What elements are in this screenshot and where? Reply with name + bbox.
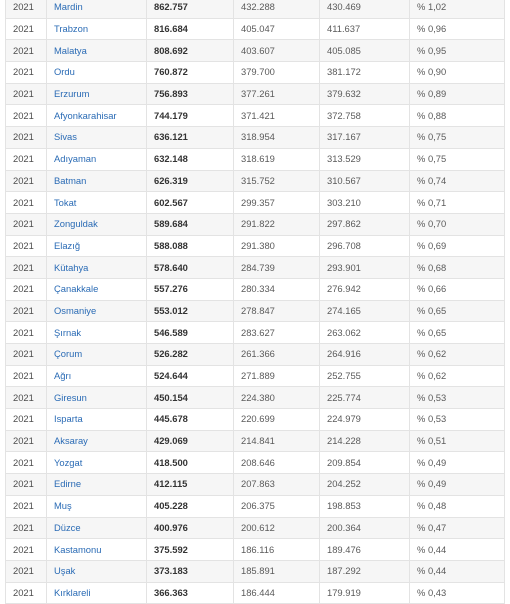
province-link[interactable]: Çanakkale (47, 278, 147, 300)
population-share-cell: % 0,70 (410, 213, 505, 235)
female-population-cell: 317.167 (320, 127, 410, 149)
province-link[interactable]: Zonguldak (47, 213, 147, 235)
female-population-cell: 264.916 (320, 344, 410, 366)
province-link[interactable]: Muş (47, 495, 147, 517)
total-population-cell: 588.088 (147, 235, 234, 257)
population-share-cell: % 0,62 (410, 344, 505, 366)
table-row (6, 170, 505, 192)
female-population-cell: 224.979 (320, 409, 410, 431)
female-population-cell: 372.758 (320, 105, 410, 127)
year-cell: 2021 (6, 257, 47, 279)
year-cell: 2021 (6, 474, 47, 496)
total-population-cell: 578.640 (147, 257, 234, 279)
total-population-cell: 429.069 (147, 430, 234, 452)
population-share-cell: % 0,71 (410, 192, 505, 214)
population-share-cell: % 0,47 (410, 517, 505, 539)
male-population-cell: 377.261 (234, 83, 320, 105)
table-row (6, 517, 505, 539)
population-share-cell: % 0,75 (410, 127, 505, 149)
province-link[interactable]: Tokat (47, 192, 147, 214)
year-cell: 2021 (6, 517, 47, 539)
population-share-cell: % 0,96 (410, 18, 505, 40)
table-row (6, 495, 505, 517)
year-cell: 2021 (6, 235, 47, 257)
male-population-cell: 271.889 (234, 365, 320, 387)
table-row (6, 474, 505, 496)
table-row (6, 409, 505, 431)
female-population-cell: 297.862 (320, 213, 410, 235)
province-link[interactable]: Edirne (47, 474, 147, 496)
year-cell: 2021 (6, 62, 47, 84)
female-population-cell: 293.901 (320, 257, 410, 279)
total-population-cell: 373.183 (147, 560, 234, 582)
province-link[interactable]: Şırnak (47, 322, 147, 344)
female-population-cell: 274.165 (320, 300, 410, 322)
table-row (6, 387, 505, 409)
table-row (6, 539, 505, 561)
population-share-cell: % 0,75 (410, 148, 505, 170)
province-link[interactable]: Düzce (47, 517, 147, 539)
total-population-cell: 632.148 (147, 148, 234, 170)
table-row (6, 18, 505, 40)
province-link[interactable]: Yozgat (47, 452, 147, 474)
female-population-cell: 405.085 (320, 40, 410, 62)
table-row (6, 0, 505, 18)
male-population-cell: 200.612 (234, 517, 320, 539)
female-population-cell: 252.755 (320, 365, 410, 387)
population-share-cell: % 0,74 (410, 170, 505, 192)
population-share-cell: % 0,90 (410, 62, 505, 84)
population-share-cell: % 0,53 (410, 409, 505, 431)
male-population-cell: 405.047 (234, 18, 320, 40)
female-population-cell: 313.529 (320, 148, 410, 170)
province-link[interactable]: Ordu (47, 62, 147, 84)
male-population-cell: 318.619 (234, 148, 320, 170)
female-population-cell: 379.632 (320, 83, 410, 105)
female-population-cell: 225.774 (320, 387, 410, 409)
male-population-cell: 318.954 (234, 127, 320, 149)
population-share-cell: % 0,48 (410, 495, 505, 517)
population-share-cell: % 0,88 (410, 105, 505, 127)
table-row (6, 582, 505, 604)
female-population-cell: 296.708 (320, 235, 410, 257)
year-cell: 2021 (6, 192, 47, 214)
province-link[interactable]: Isparta (47, 409, 147, 431)
male-population-cell: 186.116 (234, 539, 320, 561)
total-population-cell: 366.363 (147, 582, 234, 604)
population-share-cell: % 0,65 (410, 322, 505, 344)
total-population-cell: 450.154 (147, 387, 234, 409)
male-population-cell: 185.891 (234, 560, 320, 582)
year-cell: 2021 (6, 213, 47, 235)
male-population-cell: 207.863 (234, 474, 320, 496)
male-population-cell: 224.380 (234, 387, 320, 409)
year-cell: 2021 (6, 148, 47, 170)
year-cell: 2021 (6, 0, 47, 18)
province-link[interactable]: Erzurum (47, 83, 147, 105)
province-link[interactable]: Kırklareli (47, 582, 147, 604)
male-population-cell: 280.334 (234, 278, 320, 300)
female-population-cell: 303.210 (320, 192, 410, 214)
province-link[interactable]: Adıyaman (47, 148, 147, 170)
province-link[interactable]: Afyonkarahisar (47, 105, 147, 127)
province-link[interactable]: Sivas (47, 127, 147, 149)
female-population-cell: 411.637 (320, 18, 410, 40)
population-share-cell: % 0,44 (410, 560, 505, 582)
table-body (6, 0, 505, 604)
table-row (6, 40, 505, 62)
year-cell: 2021 (6, 40, 47, 62)
table-row (6, 452, 505, 474)
year-cell: 2021 (6, 344, 47, 366)
female-population-cell: 204.252 (320, 474, 410, 496)
female-population-cell: 187.292 (320, 560, 410, 582)
year-cell: 2021 (6, 560, 47, 582)
male-population-cell: 206.375 (234, 495, 320, 517)
total-population-cell: 412.115 (147, 474, 234, 496)
total-population-cell: 636.121 (147, 127, 234, 149)
male-population-cell: 284.739 (234, 257, 320, 279)
female-population-cell: 430.469 (320, 0, 410, 18)
population-share-cell: % 0,95 (410, 40, 505, 62)
population-share-cell: % 0,49 (410, 452, 505, 474)
year-cell: 2021 (6, 105, 47, 127)
population-share-cell: % 0,49 (410, 474, 505, 496)
province-link[interactable]: Uşak (47, 560, 147, 582)
total-population-cell: 744.179 (147, 105, 234, 127)
year-cell: 2021 (6, 322, 47, 344)
total-population-cell: 400.976 (147, 517, 234, 539)
female-population-cell: 263.062 (320, 322, 410, 344)
province-link[interactable]: Elazığ (47, 235, 147, 257)
male-population-cell: 186.444 (234, 582, 320, 604)
population-share-cell: % 1,02 (410, 0, 505, 18)
total-population-cell: 524.644 (147, 365, 234, 387)
male-population-cell: 379.700 (234, 62, 320, 84)
table-row (6, 365, 505, 387)
population-table (5, 0, 505, 604)
male-population-cell: 208.646 (234, 452, 320, 474)
total-population-cell: 405.228 (147, 495, 234, 517)
female-population-cell: 200.364 (320, 517, 410, 539)
female-population-cell: 189.476 (320, 539, 410, 561)
female-population-cell: 198.853 (320, 495, 410, 517)
total-population-cell: 589.684 (147, 213, 234, 235)
year-cell: 2021 (6, 170, 47, 192)
population-share-cell: % 0,44 (410, 539, 505, 561)
female-population-cell: 179.919 (320, 582, 410, 604)
year-cell: 2021 (6, 452, 47, 474)
table-row (6, 105, 505, 127)
total-population-cell: 418.500 (147, 452, 234, 474)
province-link[interactable]: Ağrı (47, 365, 147, 387)
table-row (6, 213, 505, 235)
year-cell: 2021 (6, 430, 47, 452)
year-cell: 2021 (6, 409, 47, 431)
province-link[interactable]: Giresun (47, 387, 147, 409)
year-cell: 2021 (6, 18, 47, 40)
total-population-cell: 557.276 (147, 278, 234, 300)
male-population-cell: 315.752 (234, 170, 320, 192)
male-population-cell: 291.380 (234, 235, 320, 257)
table-row (6, 430, 505, 452)
male-population-cell: 278.847 (234, 300, 320, 322)
table-row (6, 322, 505, 344)
female-population-cell: 310.567 (320, 170, 410, 192)
male-population-cell: 291.822 (234, 213, 320, 235)
table-row (6, 83, 505, 105)
total-population-cell: 808.692 (147, 40, 234, 62)
male-population-cell: 432.288 (234, 0, 320, 18)
table-row (6, 560, 505, 582)
total-population-cell: 526.282 (147, 344, 234, 366)
table-row (6, 127, 505, 149)
population-share-cell: % 0,51 (410, 430, 505, 452)
population-share-cell: % 0,62 (410, 365, 505, 387)
table-row (6, 62, 505, 84)
male-population-cell: 371.421 (234, 105, 320, 127)
total-population-cell: 445.678 (147, 409, 234, 431)
table-row (6, 344, 505, 366)
female-population-cell: 214.228 (320, 430, 410, 452)
population-share-cell: % 0,65 (410, 300, 505, 322)
table-row (6, 148, 505, 170)
population-share-cell: % 0,66 (410, 278, 505, 300)
province-link[interactable]: Çorum (47, 344, 147, 366)
province-link[interactable]: Kastamonu (47, 539, 147, 561)
table-row (6, 257, 505, 279)
male-population-cell: 261.366 (234, 344, 320, 366)
year-cell: 2021 (6, 83, 47, 105)
year-cell: 2021 (6, 300, 47, 322)
total-population-cell: 626.319 (147, 170, 234, 192)
population-share-cell: % 0,53 (410, 387, 505, 409)
male-population-cell: 283.627 (234, 322, 320, 344)
population-share-cell: % 0,89 (410, 83, 505, 105)
female-population-cell: 276.942 (320, 278, 410, 300)
female-population-cell: 381.172 (320, 62, 410, 84)
year-cell: 2021 (6, 127, 47, 149)
province-link[interactable]: Trabzon (47, 18, 147, 40)
population-table-container (5, 0, 504, 604)
province-link[interactable]: Mardin (47, 0, 147, 18)
male-population-cell: 299.357 (234, 192, 320, 214)
total-population-cell: 862.757 (147, 0, 234, 18)
year-cell: 2021 (6, 495, 47, 517)
total-population-cell: 602.567 (147, 192, 234, 214)
year-cell: 2021 (6, 539, 47, 561)
population-share-cell: % 0,68 (410, 257, 505, 279)
population-share-cell: % 0,43 (410, 582, 505, 604)
male-population-cell: 220.699 (234, 409, 320, 431)
province-link[interactable]: Aksaray (47, 430, 147, 452)
total-population-cell: 816.684 (147, 18, 234, 40)
year-cell: 2021 (6, 278, 47, 300)
female-population-cell: 209.854 (320, 452, 410, 474)
male-population-cell: 403.607 (234, 40, 320, 62)
province-link[interactable]: Malatya (47, 40, 147, 62)
year-cell: 2021 (6, 365, 47, 387)
table-row (6, 235, 505, 257)
year-cell: 2021 (6, 582, 47, 604)
total-population-cell: 756.893 (147, 83, 234, 105)
table-row (6, 278, 505, 300)
province-link[interactable]: Osmaniye (47, 300, 147, 322)
table-row (6, 192, 505, 214)
male-population-cell: 214.841 (234, 430, 320, 452)
province-link[interactable]: Batman (47, 170, 147, 192)
total-population-cell: 375.592 (147, 539, 234, 561)
total-population-cell: 546.589 (147, 322, 234, 344)
year-cell: 2021 (6, 387, 47, 409)
province-link[interactable]: Kütahya (47, 257, 147, 279)
population-share-cell: % 0,69 (410, 235, 505, 257)
total-population-cell: 760.872 (147, 62, 234, 84)
total-population-cell: 553.012 (147, 300, 234, 322)
table-row (6, 300, 505, 322)
